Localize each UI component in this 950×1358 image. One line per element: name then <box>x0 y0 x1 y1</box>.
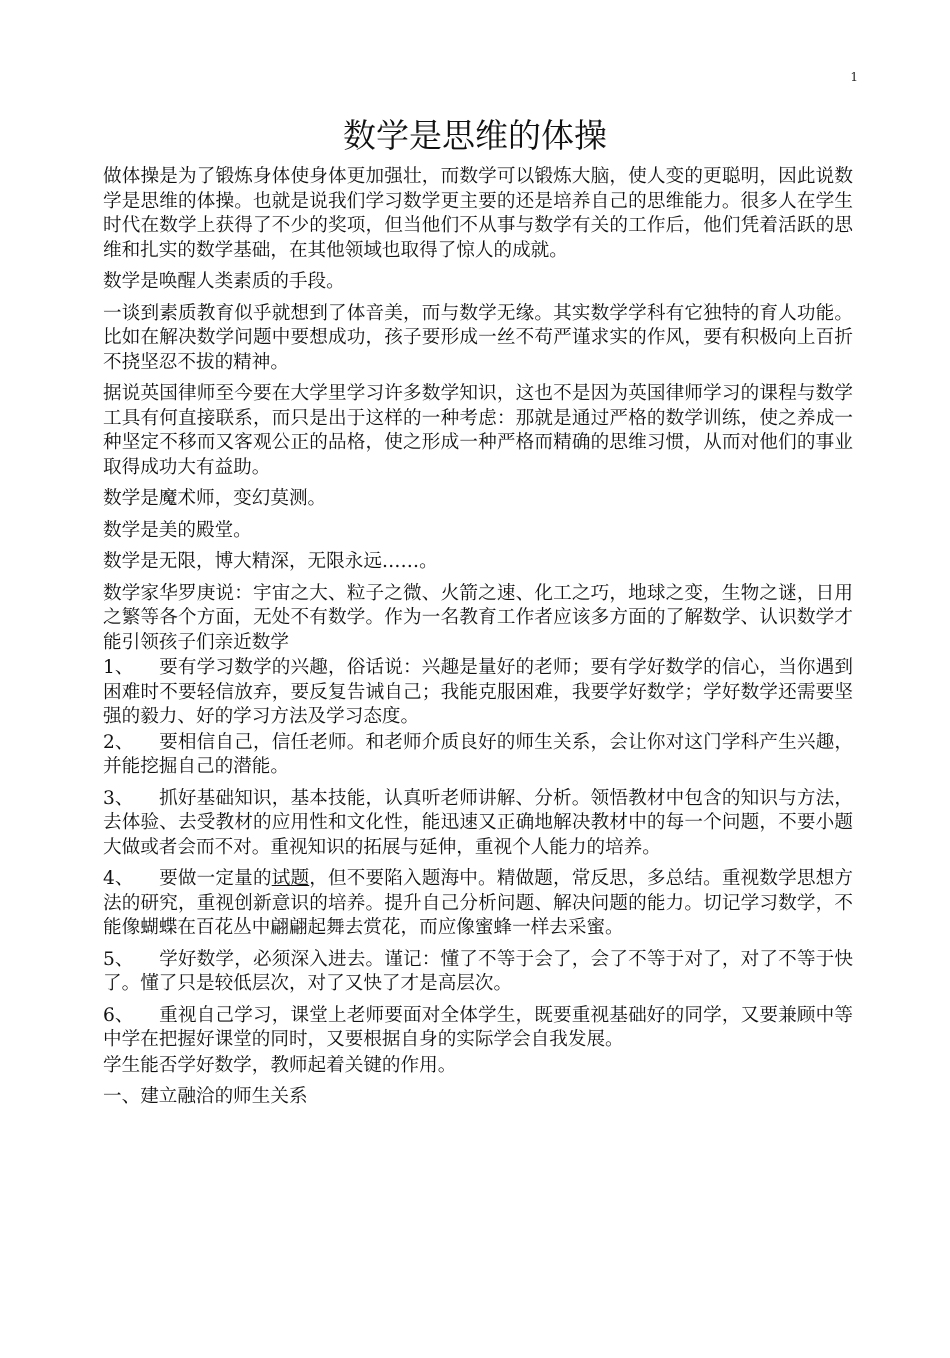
list-item <box>103 731 853 780</box>
underlined-term: 试题 <box>271 868 310 889</box>
list-item-number: 1、 <box>103 657 134 678</box>
section-heading: 一、建立融洽的师生关系 <box>103 1086 308 1107</box>
paragraph-magician: 数学是魔术师，变幻莫测。 <box>103 488 327 509</box>
list-item-number: 2、 <box>103 731 134 753</box>
paragraph-quality: 数学是唤醒人类素质的手段。 <box>103 271 345 292</box>
paragraph-hualuogeng: 数学家华罗庚说：宇宙之大、粒子之微、火箭之速、化工之巧，地球之变，生物之谜，日用之繁等各个方面，无处不有数学。作为一名教育工作者应该多方面的了解数学、认识数学才能引领孩子们亲近数学 <box>103 582 853 653</box>
paragraph-education: 一谈到素质教育似乎就想到了体音美，而与数学无缘。其实数学学科有它独特的育人功能。比如在解决数学问题中要想成功，孩子要形成一丝不苟严谨求实的作风，要有积极向上百折不挠坚忍不拔的精神。 <box>103 302 853 373</box>
list-item-text-after: ，但不要陷入题海中。精做题，常反思，多总结。重视数学思想方法的研究，重视创新意识的培养。提升自己分析问题、解决问题的能力。切记学习数学，不能像蝴蝶在百花丛中翩翩起舞去赏花，而应像蜜蜂一样去采蜜。 <box>103 868 853 938</box>
paragraph-infinite: 数学是无限，博大精深，无限永远……。 <box>103 551 438 572</box>
list-item-text: 学好数学，必须深入进去。谨记：懂了不等于会了，会了不等于对了，对了不等于快了。懂了只是较低层次，对了又快了才是高层次。 <box>103 948 853 994</box>
list-item-number: 4、 <box>103 868 134 889</box>
list-item <box>103 948 853 997</box>
document-body <box>103 165 853 1117</box>
list-item-number: 5、 <box>103 948 134 970</box>
paragraph-lawyers: 据说英国律师至今要在大学里学习许多数学知识，这也不是因为英国律师学习的课程与数学工具有何直接联系，而只是出于这样的一种考虑：那就是通过严格的数学训练，使之养成一种坚定不移而又客观公正的品格，使之形成一种严格而精确的思维习惯，从而对他们的事业取得成功大有益助。 <box>103 383 853 478</box>
list-item-text: 要有学习数学的兴趣，俗话说：兴趣是量好的老师；要有学好数学的信心，当你遇到困难时不要轻信放弃，要反复告诫自己；我能克服困难，我要学好数学；学好数学还需要坚强的毅力、好的学习方法及学习态度。 <box>103 657 853 727</box>
list-item-number: 6、 <box>103 1004 134 1026</box>
list-item <box>103 867 853 941</box>
list-item-text-before: 要做一定量的 <box>159 868 272 889</box>
list-item <box>103 787 853 861</box>
list-item-text: 抓好基础知识，基本技能，认真听老师讲解、分析。领悟教材中包含的知识与方法，去体验、去受教材的应用性和文化性，能迅速又正确地解决教材中的每一个问题，不要小题大做或者会而不对。重视知识的拓展与延伸，重视个人能力的培养。 <box>103 787 853 858</box>
list-item-number: 3、 <box>103 787 134 809</box>
paragraph-teacher-role: 学生能否学好数学，教师起着关键的作用。 <box>103 1054 457 1076</box>
list-item-text: 要相信自己，信任老师。和老师介质良好的师生关系，会让你对这门学科产生兴趣，并能挖掘自己的潜能。 <box>103 731 853 777</box>
paragraph-intro: 做体操是为了锻炼身体使身体更加强壮，而数学可以锻炼大脑，使人变的更聪明，因此说数学是思维的体操。也就是说我们学习数学更主要的还是培养自己的思维能力。很多人在学生时代在数学上获得了不少的奖项，但当他们不从事与数学有关的工作后，他们凭着活跃的思维和扎实的数学基础，在其他领域也取得了惊人的成就。 <box>103 166 853 261</box>
list-item <box>103 1004 853 1053</box>
document-title: 数学是思维的体操 <box>343 116 607 155</box>
list-item-text: 重视自己学习，课堂上老师要面对全体学生，既要重视基础好的同学，又要兼顾中等中学在把握好课堂的同时，又要根据自身的实际学会自我发展。 <box>103 1004 853 1050</box>
page-number: 1 <box>850 70 858 84</box>
paragraph-palace: 数学是美的殿堂。 <box>103 519 252 541</box>
list-item <box>103 656 853 730</box>
